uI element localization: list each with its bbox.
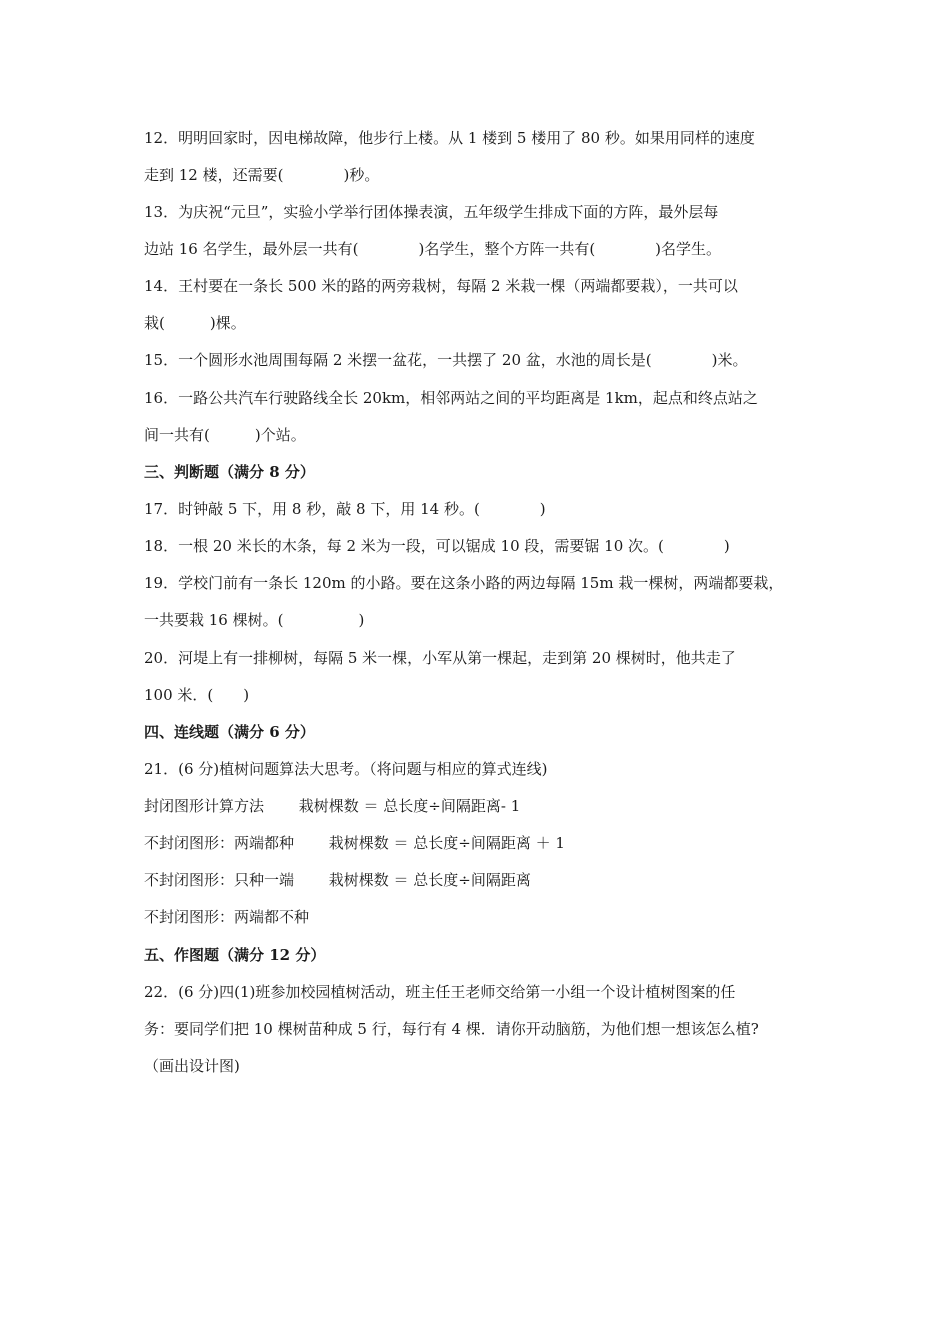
question-18: 18．一根 20 米长的木条，每 2 米为一段，可以锯成 10 段，需要锯 10 次。( ) xyxy=(144,537,730,555)
section-heading-matching: 四、连线题（满分 6 分） xyxy=(144,723,315,741)
question-12-line-1: 12．明明回家时，因电梯故障，他步行上楼。从 1 楼到 5 楼用了 80 秒。如果用同样的速度 xyxy=(144,129,755,147)
question-14-line-1: 14．王村要在一条长 500 米的路的两旁栽树，每隔 2 米栽一棵（两端都要栽），一共可以 xyxy=(144,277,738,295)
question-14-line-2: 栽( )棵。 xyxy=(144,314,246,332)
question-13-line-2: 边站 16 名学生，最外层一共有( )名学生，整个方阵一共有( )名学生。 xyxy=(144,240,722,258)
question-16-line-2: 间一共有( )个站。 xyxy=(144,426,306,444)
question-22-line-1: 22．(6 分)四(1)班参加校园植树活动，班主任王老师交给第一小组一个设计植树图案的任 xyxy=(144,983,736,1001)
matching-row-1: 封闭图形计算方法 栽树棵数 ＝ 总长度÷间隔距离- 1 xyxy=(144,797,521,815)
question-22-line-2: 务：要同学们把 10 棵树苗种成 5 行，每行有 4 棵．请你开动脑筋，为他们想一想该怎么植? xyxy=(144,1020,759,1038)
question-19-line-1: 19．学校门前有一条长 120m 的小路。要在这条小路的两边每隔 15m 栽一棵树，两端都要栽， xyxy=(144,574,784,592)
question-22-line-3: （画出设计图) xyxy=(144,1057,240,1075)
section-heading-true-false: 三、判断题（满分 8 分） xyxy=(144,463,315,481)
matching-row-3: 不封闭图形：只种一端 栽树棵数 ＝ 总长度÷间隔距离 xyxy=(144,871,531,889)
matching-row-4: 不封闭图形：两端都不种 xyxy=(144,908,310,926)
question-16-line-1: 16．一路公共汽车行驶路线全长 20km，相邻两站之间的平均距离是 1km，起点和终点站之 xyxy=(144,389,758,407)
question-12-line-2: 走到 12 楼，还需要( )秒。 xyxy=(144,166,380,184)
question-15: 15．一个圆形水池周围每隔 2 米摆一盆花，一共摆了 20 盆，水池的周长是( )米。 xyxy=(144,351,748,369)
matching-row-2: 不封闭图形：两端都种 栽树棵数 ＝ 总长度÷间隔距离 ＋ 1 xyxy=(144,834,565,852)
question-20-line-2: 100 米．( ) xyxy=(144,686,250,704)
question-19-line-2: 一共要栽 16 棵树。( ) xyxy=(144,611,365,629)
section-heading-drawing: 五、作图题（满分 12 分） xyxy=(144,946,326,964)
question-20-line-1: 20．河堤上有一排柳树，每隔 5 米一棵，小军从第一棵起，走到第 20 棵树时，他共走了 xyxy=(144,649,736,667)
question-13-line-1: 13．为庆祝“元旦”，实验小学举行团体操表演，五年级学生排成下面的方阵，最外层每 xyxy=(144,203,719,221)
question-17: 17．时钟敲 5 下，用 8 秒，敲 8 下，用 14 秒。( ) xyxy=(144,500,546,518)
question-21: 21．(6 分)植树问题算法大思考。（将问题与相应的算式连线) xyxy=(144,760,548,778)
